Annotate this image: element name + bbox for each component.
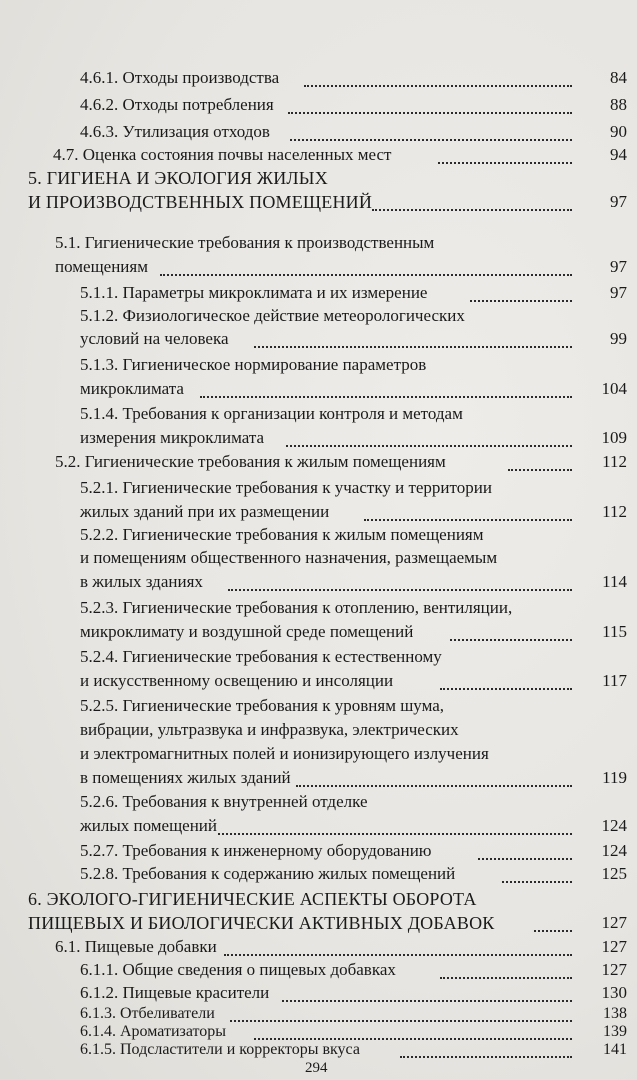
toc-page-number: 141 (603, 1041, 627, 1058)
toc-page-number: 104 (601, 379, 627, 398)
toc-entry-text: 5.1.4. Требования к организации контроля и методам (80, 404, 463, 423)
toc-entry-text: 4.6.1. Отходы производства (80, 68, 280, 87)
toc-page-number: 109 (601, 428, 627, 447)
toc-entry-text: 5.1.1. Параметры микроклимата и их измерение (80, 283, 428, 302)
toc-page-number: 90 (610, 122, 627, 141)
toc-leader-dots (450, 639, 572, 641)
toc-entry-text: в помещениях жилых зданий (80, 768, 291, 787)
toc-page-number: 127 (601, 913, 627, 932)
toc-leader-dots (372, 209, 572, 211)
toc-page-number: 139 (603, 1023, 627, 1040)
toc-leader-dots (400, 1056, 572, 1058)
toc-leader-dots (478, 858, 572, 860)
toc-entry-text: 6.1.2. Пищевые красители (80, 983, 270, 1002)
toc-page-number: 119 (602, 768, 627, 787)
toc-page-number: 130 (601, 983, 627, 1002)
toc-entry-text: микроклимату и воздушной среде помещений (80, 622, 414, 641)
toc-page-number: 114 (602, 572, 627, 591)
toc-entry-text: 5.2.1. Гигиенические требования к участку и территории (80, 478, 492, 497)
toc-leader-dots (224, 954, 572, 956)
toc-entry-text: измерения микроклимата (80, 428, 265, 447)
toc-entry-text: 6.1.4. Ароматизаторы (80, 1023, 227, 1040)
toc-entry-text: 6.1. Пищевые добавки (55, 937, 217, 956)
toc-page-number: 97 (610, 283, 627, 302)
toc-leader-dots (470, 300, 572, 302)
toc-leader-dots (160, 274, 572, 276)
toc-entry-text: жилых помещений (80, 816, 218, 835)
toc-entry-text: 6.1.5. Подсластители и корректоры вкуса (80, 1041, 360, 1058)
toc-entry-text: в жилых зданиях (80, 572, 203, 591)
toc-page-number: 97 (610, 192, 627, 211)
toc-entry-text: 5.2.2. Гигиенические требования к жилым помещениям (80, 525, 484, 544)
toc-entry-text: 5.1.2. Физиологическое действие метеорологических (80, 306, 465, 325)
toc-page-number: 112 (602, 502, 627, 521)
toc-chapter-heading: 5. ГИГИЕНА И ЭКОЛОГИЯ ЖИЛЫХ (28, 168, 328, 188)
toc-entry-text: и электромагнитных полей и ионизирующего излучения (80, 744, 489, 763)
toc-page-number: 127 (601, 937, 627, 956)
toc-leader-dots (254, 346, 572, 348)
toc-page-number: 124 (601, 816, 627, 835)
toc-leader-dots (508, 469, 572, 471)
toc-page-number: 97 (610, 257, 627, 276)
toc-entry-text: 4.6.2. Отходы потребления (80, 95, 274, 114)
toc-entry-text: 4.6.3. Утилизация отходов (80, 122, 270, 141)
toc-leader-dots (282, 1000, 572, 1002)
toc-entry-text: 4.7. Оценка состояния почвы населенных мест (53, 145, 392, 164)
toc-entry-text: 5.2.3. Гигиенические требования к отоплению, вентиляции, (80, 598, 513, 617)
toc-entry-text: условий на человека (80, 329, 229, 348)
toc-leader-dots (288, 112, 572, 114)
toc-page-number: 84 (610, 68, 627, 87)
toc-entry-text: 6.1.3. Отбеливатели (80, 1005, 215, 1022)
toc-leader-dots (296, 785, 572, 787)
toc-leader-dots (286, 445, 572, 447)
toc-entry-text: 5.2. Гигиенические требования к жилым помещениям (55, 452, 446, 471)
toc-chapter-heading: И ПРОИЗВОДСТВЕННЫХ ПОМЕЩЕНИЙ (28, 192, 373, 212)
toc-leader-dots (364, 519, 572, 521)
toc-leader-dots (440, 688, 572, 690)
toc-entry-text: микроклимата (80, 379, 184, 398)
toc-entry-text: помещениям (55, 257, 148, 276)
toc-entry-text: 5.2.7. Требования к инженерному оборудованию (80, 841, 432, 860)
toc-leader-dots (200, 396, 572, 398)
toc-entry-text: 5.2.5. Гигиенические требования к уровням шума, (80, 696, 445, 715)
toc-chapter-heading: 6. ЭКОЛОГО-ГИГИЕНИЧЕСКИЕ АСПЕКТЫ ОБОРОТА (28, 889, 477, 909)
toc-page-number: 99 (610, 329, 627, 348)
toc-page-number: 117 (602, 671, 627, 690)
toc-leader-dots (502, 881, 572, 883)
toc-leader-dots (304, 85, 572, 87)
toc-entry-text: 5.2.4. Гигиенические требования к естественному (80, 647, 442, 666)
toc-page-number: 127 (601, 960, 627, 979)
toc-entry-text: 5.1.3. Гигиеническое нормирование параметров (80, 355, 427, 374)
toc-entry-text: 5.2.6. Требования к внутренней отделке (80, 792, 368, 811)
toc-leader-dots (230, 1020, 572, 1022)
toc-page-number: 115 (602, 622, 627, 641)
toc-page-number: 112 (602, 452, 627, 471)
toc-page-number: 88 (610, 95, 627, 114)
toc-entry-text: и искусственному освещению и инсоляции (80, 671, 394, 690)
toc-entry-text: жилых зданий при их размещении (80, 502, 330, 521)
toc-entry-text: вибрации, ультразвука и инфразвука, электрических (80, 720, 459, 739)
toc-page-number: 124 (601, 841, 627, 860)
toc-leader-dots (440, 977, 572, 979)
toc-entry-text: и помещениям общественного назначения, размещаемым (80, 548, 498, 567)
toc-leader-dots (218, 833, 572, 835)
toc-chapter-heading: ПИЩЕВЫХ И БИОЛОГИЧЕСКИ АКТИВНЫХ ДОБАВОК (28, 913, 495, 933)
page-number-footer: 294 (305, 1060, 328, 1076)
toc-leader-dots (534, 930, 572, 932)
toc-page-number: 138 (603, 1005, 627, 1022)
toc-page-number: 125 (601, 864, 627, 883)
toc-entry-text: 6.1.1. Общие сведения о пищевых добавках (80, 960, 396, 979)
toc-entry-text: 5.1. Гигиенические требования к производственным (55, 233, 435, 252)
toc-leader-dots (228, 589, 572, 591)
toc-page-number: 94 (610, 145, 627, 164)
toc-entry-text: 5.2.8. Требования к содержанию жилых помещений (80, 864, 456, 883)
toc-leader-dots (438, 162, 572, 164)
toc-leader-dots (290, 139, 572, 141)
